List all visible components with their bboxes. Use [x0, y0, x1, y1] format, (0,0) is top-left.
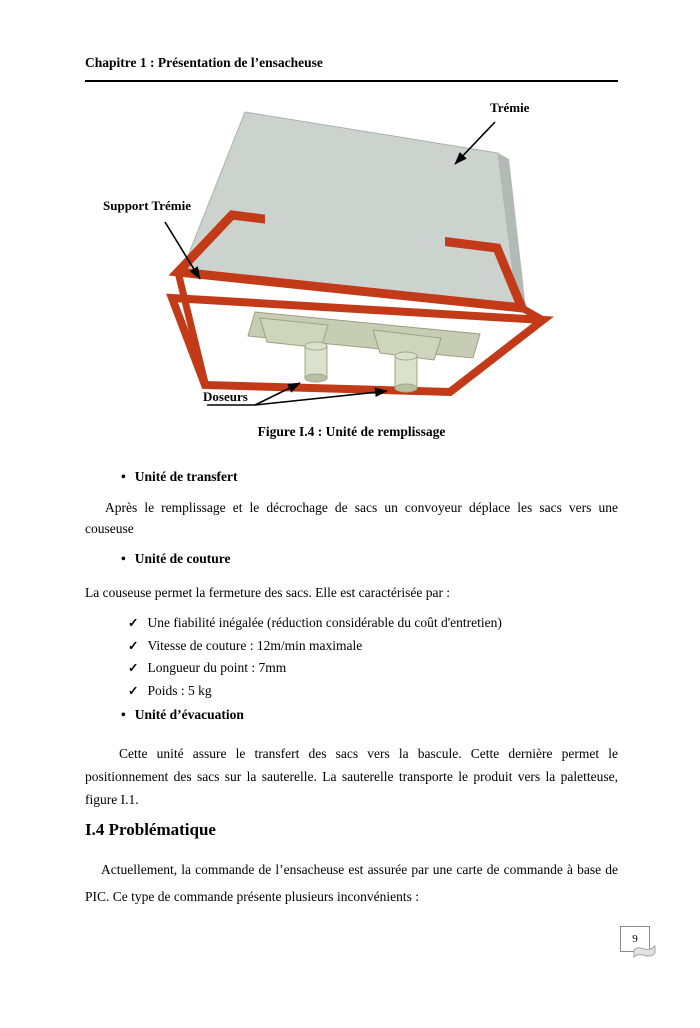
header-rule	[85, 80, 618, 82]
check-icon: ✓	[128, 683, 139, 698]
bullet-unite-evacuation	[121, 707, 244, 723]
left-doseur-top	[305, 342, 327, 350]
right-doseur-body	[395, 356, 417, 388]
figure-label-doseurs: Doseurs	[203, 389, 248, 404]
list-item	[128, 657, 600, 680]
paragraph-evacuation: Cette unité assure le transfert des sacs vers la bascule. Cette dernière permet le positionnement des sacs sur la sauterelle. La sauterelle transporte le produit vers la paletteuse, figure I.1.	[85, 746, 618, 807]
figure-label-tremie: Trémie	[490, 100, 530, 115]
paragraph-problematique: Actuellement, la commande de l’ensacheuse est assurée par une carte de commande à base de PIC. Ce type de commande présente plusieurs inconvénients :	[85, 862, 618, 904]
check-icon: ✓	[128, 638, 139, 653]
list-item-text: Une fiabilité inégalée (réduction considérable du coût d'entretien)	[147, 615, 502, 630]
doseurs-arrow-right	[255, 391, 387, 405]
figure-caption: Figure I.4 : Unité de remplissage	[257, 424, 446, 439]
chapter-header: Chapitre 1 : Présentation de l’ensacheuse	[85, 55, 323, 70]
machine-drawing	[85, 96, 620, 426]
bullet-icon: •	[121, 707, 126, 722]
section-heading-problematique: I.4 Problématique	[85, 820, 216, 839]
bullet-label: Unité d’évacuation	[134, 707, 244, 722]
bullet-icon: •	[121, 469, 126, 484]
paragraph-couture-intro: La couseuse permet la fermeture des sacs. Elle est caractérisée par :	[85, 585, 451, 600]
list-item	[128, 612, 600, 635]
list-item	[128, 680, 600, 703]
left-doseur-mouth	[305, 374, 327, 382]
bullet-unite-couture	[121, 551, 230, 567]
bullet-icon: •	[121, 551, 126, 566]
figure-illustration	[85, 96, 620, 426]
page-curl-icon	[633, 940, 657, 962]
right-doseur-mouth	[395, 384, 417, 392]
feature-checklist	[128, 612, 600, 702]
bullet-label: Unité de transfert	[134, 469, 238, 484]
list-item-text: Vitesse de couture : 12m/min maximale	[147, 637, 363, 653]
paragraph-transfert: Après le remplissage et le décrochage de sacs un convoyeur déplace les sacs vers une couseuse	[85, 500, 618, 536]
bullet-label: Unité de couture	[134, 551, 231, 566]
check-icon: ✓	[128, 661, 139, 675]
list-item-text: Poids : 5 kg	[147, 682, 212, 698]
left-doseur-body	[305, 346, 327, 378]
page-number: 9	[632, 933, 638, 945]
figure-label-support-tremie: Support Trémie	[103, 198, 191, 213]
check-icon: ✓	[128, 616, 139, 630]
list-item	[128, 635, 600, 658]
right-doseur-top	[395, 352, 417, 360]
list-item-text: Longueur du point : 7mm	[147, 660, 287, 675]
bullet-unite-transfert	[121, 469, 237, 485]
